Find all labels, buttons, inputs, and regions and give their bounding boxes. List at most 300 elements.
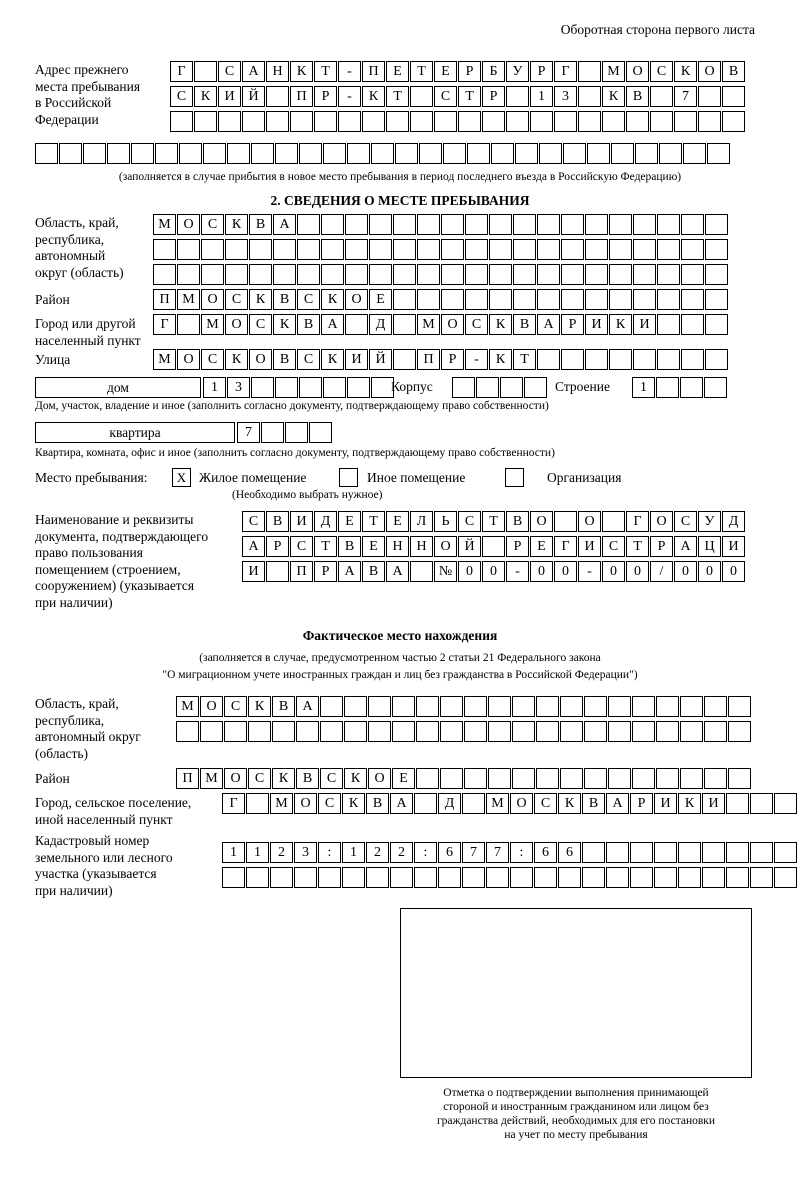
char-cell[interactable]: В (338, 536, 361, 557)
char-cell[interactable]: К (273, 314, 296, 335)
char-cell[interactable]: О (368, 768, 391, 789)
char-cell[interactable]: К (362, 86, 385, 107)
char-cell[interactable]: С (297, 349, 320, 370)
char-cell[interactable] (320, 696, 343, 717)
char-cell[interactable] (465, 289, 488, 310)
char-cell[interactable] (750, 842, 773, 863)
char-cell[interactable]: М (176, 696, 199, 717)
document-row-1[interactable] (242, 511, 746, 532)
char-cell[interactable] (83, 143, 106, 164)
char-cell[interactable]: О (441, 314, 464, 335)
char-cell[interactable] (680, 377, 703, 398)
char-cell[interactable]: В (296, 768, 319, 789)
char-cell[interactable]: Л (410, 511, 433, 532)
char-cell[interactable]: Е (386, 61, 409, 82)
char-cell[interactable]: 6 (438, 842, 461, 863)
char-cell[interactable] (443, 143, 466, 164)
char-cell[interactable]: 1 (203, 377, 226, 398)
char-cell[interactable] (410, 86, 433, 107)
char-cell[interactable] (681, 289, 704, 310)
char-cell[interactable] (554, 111, 577, 132)
char-cell[interactable]: Г (554, 61, 577, 82)
char-cell[interactable]: Т (362, 511, 385, 532)
section2-region-row-3[interactable] (153, 264, 729, 285)
char-cell[interactable]: Р (650, 536, 673, 557)
char-cell[interactable] (705, 289, 728, 310)
char-cell[interactable]: В (266, 511, 289, 532)
char-cell[interactable]: М (486, 793, 509, 814)
char-cell[interactable]: С (225, 289, 248, 310)
char-cell[interactable] (417, 239, 440, 260)
char-cell[interactable] (441, 239, 464, 260)
char-cell[interactable]: В (626, 86, 649, 107)
char-cell[interactable]: 6 (558, 842, 581, 863)
char-cell[interactable] (512, 721, 535, 742)
char-cell[interactable] (681, 264, 704, 285)
char-cell[interactable]: П (417, 349, 440, 370)
char-cell[interactable]: Г (626, 511, 649, 532)
prev-address-row-2[interactable] (170, 86, 746, 107)
char-cell[interactable]: 2 (270, 842, 293, 863)
char-cell[interactable]: И (722, 536, 745, 557)
char-cell[interactable] (609, 214, 632, 235)
char-cell[interactable] (656, 696, 679, 717)
char-cell[interactable] (561, 264, 584, 285)
char-cell[interactable]: Р (561, 314, 584, 335)
char-cell[interactable] (512, 696, 535, 717)
char-cell[interactable]: В (249, 214, 272, 235)
char-cell[interactable] (297, 239, 320, 260)
char-cell[interactable] (561, 289, 584, 310)
char-cell[interactable] (536, 721, 559, 742)
char-cell[interactable] (194, 111, 217, 132)
char-cell[interactable]: С (290, 536, 313, 557)
char-cell[interactable] (344, 696, 367, 717)
char-cell[interactable] (393, 214, 416, 235)
char-cell[interactable]: О (345, 289, 368, 310)
char-cell[interactable]: К (225, 214, 248, 235)
char-cell[interactable] (705, 239, 728, 260)
char-cell[interactable] (347, 143, 370, 164)
char-cell[interactable] (297, 214, 320, 235)
char-cell[interactable] (680, 721, 703, 742)
char-cell[interactable] (698, 111, 721, 132)
char-cell[interactable]: / (650, 561, 673, 582)
char-cell[interactable] (368, 721, 391, 742)
char-cell[interactable] (585, 214, 608, 235)
char-cell[interactable]: 7 (486, 842, 509, 863)
char-cell[interactable]: О (626, 61, 649, 82)
char-cell[interactable]: Р (506, 536, 529, 557)
char-cell[interactable] (369, 264, 392, 285)
char-cell[interactable] (678, 842, 701, 863)
section2-region-row-2[interactable] (153, 239, 729, 260)
char-cell[interactable] (561, 349, 584, 370)
char-cell[interactable]: Г (153, 314, 176, 335)
char-cell[interactable] (464, 768, 487, 789)
char-cell[interactable]: В (272, 696, 295, 717)
char-cell[interactable] (464, 696, 487, 717)
char-cell[interactable] (654, 842, 677, 863)
char-cell[interactable]: - (338, 61, 361, 82)
char-cell[interactable]: Н (266, 61, 289, 82)
char-cell[interactable] (608, 768, 631, 789)
char-cell[interactable]: П (176, 768, 199, 789)
char-cell[interactable] (530, 111, 553, 132)
char-cell[interactable] (659, 143, 682, 164)
char-cell[interactable]: К (194, 86, 217, 107)
char-cell[interactable]: С (674, 511, 697, 532)
char-cell[interactable] (153, 239, 176, 260)
char-cell[interactable] (722, 86, 745, 107)
char-cell[interactable]: Р (314, 86, 337, 107)
char-cell[interactable]: М (153, 349, 176, 370)
char-cell[interactable] (369, 239, 392, 260)
char-cell[interactable] (488, 768, 511, 789)
char-cell[interactable] (681, 214, 704, 235)
char-cell[interactable]: К (272, 768, 295, 789)
char-cell[interactable] (489, 239, 512, 260)
char-cell[interactable] (261, 422, 284, 443)
char-cell[interactable] (441, 214, 464, 235)
char-cell[interactable] (225, 264, 248, 285)
char-cell[interactable]: Р (530, 61, 553, 82)
char-cell[interactable]: С (650, 61, 673, 82)
char-cell[interactable] (560, 696, 583, 717)
section3-region-row-2[interactable] (176, 721, 752, 742)
char-cell[interactable] (582, 842, 605, 863)
char-cell[interactable] (392, 721, 415, 742)
char-cell[interactable] (285, 422, 308, 443)
char-cell[interactable] (774, 793, 797, 814)
char-cell[interactable]: О (530, 511, 553, 532)
char-cell[interactable] (630, 867, 653, 888)
char-cell[interactable] (393, 264, 416, 285)
checkbox-zhiloe[interactable]: X (172, 468, 191, 487)
char-cell[interactable]: К (489, 314, 512, 335)
char-cell[interactable] (674, 111, 697, 132)
char-cell[interactable] (462, 793, 485, 814)
char-cell[interactable]: П (290, 561, 313, 582)
char-cell[interactable] (702, 842, 725, 863)
char-cell[interactable] (273, 239, 296, 260)
char-cell[interactable] (582, 867, 605, 888)
char-cell[interactable]: П (362, 61, 385, 82)
char-cell[interactable] (417, 289, 440, 310)
char-cell[interactable] (635, 143, 658, 164)
char-cell[interactable] (440, 696, 463, 717)
char-cell[interactable]: - (578, 561, 601, 582)
char-cell[interactable]: А (273, 214, 296, 235)
char-cell[interactable]: 0 (722, 561, 745, 582)
char-cell[interactable]: Р (458, 61, 481, 82)
char-cell[interactable]: О (225, 314, 248, 335)
char-cell[interactable]: М (417, 314, 440, 335)
char-cell[interactable] (441, 264, 464, 285)
char-cell[interactable]: К (225, 349, 248, 370)
char-cell[interactable] (482, 536, 505, 557)
char-cell[interactable]: Т (482, 511, 505, 532)
char-cell[interactable] (728, 696, 751, 717)
char-cell[interactable]: К (249, 289, 272, 310)
char-cell[interactable] (656, 377, 679, 398)
char-cell[interactable]: С (602, 536, 625, 557)
char-cell[interactable] (606, 842, 629, 863)
char-cell[interactable] (650, 111, 673, 132)
char-cell[interactable] (266, 561, 289, 582)
char-cell[interactable] (584, 696, 607, 717)
char-cell[interactable] (296, 721, 319, 742)
char-cell[interactable]: О (200, 696, 223, 717)
char-cell[interactable]: № (434, 561, 457, 582)
char-cell[interactable] (290, 111, 313, 132)
cadastre-row-1[interactable] (222, 842, 798, 863)
prev-address-row-1[interactable] (170, 61, 746, 82)
char-cell[interactable] (585, 349, 608, 370)
char-cell[interactable] (177, 314, 200, 335)
char-cell[interactable]: О (578, 511, 601, 532)
char-cell[interactable]: 1 (632, 377, 655, 398)
char-cell[interactable]: 2 (390, 842, 413, 863)
char-cell[interactable]: О (650, 511, 673, 532)
char-cell[interactable]: Р (314, 561, 337, 582)
char-cell[interactable] (320, 721, 343, 742)
char-cell[interactable] (633, 214, 656, 235)
char-cell[interactable]: С (249, 314, 272, 335)
char-cell[interactable]: : (318, 842, 341, 863)
char-cell[interactable] (563, 143, 586, 164)
char-cell[interactable] (434, 111, 457, 132)
char-cell[interactable]: Г (554, 536, 577, 557)
char-cell[interactable]: 0 (626, 561, 649, 582)
char-cell[interactable] (554, 511, 577, 532)
char-cell[interactable] (440, 768, 463, 789)
char-cell[interactable]: С (170, 86, 193, 107)
char-cell[interactable]: Р (441, 349, 464, 370)
char-cell[interactable]: А (674, 536, 697, 557)
char-cell[interactable] (344, 721, 367, 742)
char-cell[interactable]: Д (438, 793, 461, 814)
section2-city-row[interactable] (153, 314, 729, 335)
char-cell[interactable] (59, 143, 82, 164)
char-cell[interactable] (537, 289, 560, 310)
char-cell[interactable]: Д (722, 511, 745, 532)
char-cell[interactable] (390, 867, 413, 888)
char-cell[interactable]: С (224, 696, 247, 717)
char-cell[interactable] (584, 768, 607, 789)
char-cell[interactable] (321, 239, 344, 260)
char-cell[interactable] (537, 349, 560, 370)
char-cell[interactable]: И (218, 86, 241, 107)
char-cell[interactable]: Ц (698, 536, 721, 557)
char-cell[interactable]: 7 (462, 842, 485, 863)
char-cell[interactable]: С (318, 793, 341, 814)
char-cell[interactable]: У (698, 511, 721, 532)
char-cell[interactable] (465, 239, 488, 260)
flat-boxes[interactable] (237, 422, 333, 443)
char-cell[interactable] (657, 239, 680, 260)
char-cell[interactable] (726, 793, 749, 814)
char-cell[interactable] (489, 214, 512, 235)
char-cell[interactable] (657, 314, 680, 335)
char-cell[interactable]: С (458, 511, 481, 532)
cadastre-row-2[interactable] (222, 867, 798, 888)
char-cell[interactable] (362, 111, 385, 132)
char-cell[interactable] (705, 214, 728, 235)
char-cell[interactable]: 0 (554, 561, 577, 582)
char-cell[interactable]: 6 (534, 842, 557, 863)
char-cell[interactable] (299, 377, 322, 398)
char-cell[interactable] (632, 696, 655, 717)
char-cell[interactable] (609, 239, 632, 260)
char-cell[interactable]: И (578, 536, 601, 557)
char-cell[interactable] (177, 239, 200, 260)
char-cell[interactable] (488, 696, 511, 717)
char-cell[interactable] (342, 867, 365, 888)
char-cell[interactable] (750, 793, 773, 814)
char-cell[interactable] (633, 239, 656, 260)
char-cell[interactable] (537, 264, 560, 285)
char-cell[interactable] (704, 721, 727, 742)
house-number-boxes[interactable] (203, 377, 395, 398)
char-cell[interactable] (524, 377, 547, 398)
char-cell[interactable] (410, 561, 433, 582)
char-cell[interactable]: К (248, 696, 271, 717)
char-cell[interactable] (458, 111, 481, 132)
char-cell[interactable] (681, 314, 704, 335)
char-cell[interactable]: С (201, 214, 224, 235)
char-cell[interactable] (386, 111, 409, 132)
char-cell[interactable] (609, 289, 632, 310)
char-cell[interactable] (633, 289, 656, 310)
char-cell[interactable]: 0 (674, 561, 697, 582)
char-cell[interactable]: С (434, 86, 457, 107)
char-cell[interactable]: В (582, 793, 605, 814)
char-cell[interactable]: С (465, 314, 488, 335)
char-cell[interactable] (702, 867, 725, 888)
char-cell[interactable]: К (489, 349, 512, 370)
char-cell[interactable]: О (698, 61, 721, 82)
char-cell[interactable]: К (321, 349, 344, 370)
char-cell[interactable] (416, 696, 439, 717)
char-cell[interactable]: 0 (698, 561, 721, 582)
char-cell[interactable]: Г (170, 61, 193, 82)
char-cell[interactable] (410, 111, 433, 132)
char-cell[interactable] (392, 696, 415, 717)
char-cell[interactable]: Т (626, 536, 649, 557)
char-cell[interactable]: 7 (674, 86, 697, 107)
char-cell[interactable]: 2 (366, 842, 389, 863)
char-cell[interactable]: В (273, 349, 296, 370)
char-cell[interactable]: 3 (294, 842, 317, 863)
char-cell[interactable] (585, 264, 608, 285)
char-cell[interactable]: М (153, 214, 176, 235)
char-cell[interactable] (680, 696, 703, 717)
char-cell[interactable]: С (201, 349, 224, 370)
char-cell[interactable] (491, 143, 514, 164)
char-cell[interactable]: 1 (222, 842, 245, 863)
char-cell[interactable] (656, 721, 679, 742)
char-cell[interactable] (414, 867, 437, 888)
char-cell[interactable] (633, 349, 656, 370)
char-cell[interactable]: М (270, 793, 293, 814)
char-cell[interactable] (537, 214, 560, 235)
char-cell[interactable]: В (297, 314, 320, 335)
char-cell[interactable]: 0 (482, 561, 505, 582)
char-cell[interactable] (345, 214, 368, 235)
char-cell[interactable]: О (177, 214, 200, 235)
char-cell[interactable]: 3 (227, 377, 250, 398)
char-cell[interactable] (513, 214, 536, 235)
char-cell[interactable]: Й (242, 86, 265, 107)
char-cell[interactable] (321, 264, 344, 285)
char-cell[interactable]: Р (266, 536, 289, 557)
char-cell[interactable]: А (390, 793, 413, 814)
char-cell[interactable]: - (506, 561, 529, 582)
char-cell[interactable]: И (585, 314, 608, 335)
char-cell[interactable] (465, 264, 488, 285)
char-cell[interactable] (602, 111, 625, 132)
char-cell[interactable] (227, 143, 250, 164)
char-cell[interactable] (176, 721, 199, 742)
char-cell[interactable] (201, 239, 224, 260)
char-cell[interactable] (177, 264, 200, 285)
char-cell[interactable] (338, 111, 361, 132)
char-cell[interactable]: О (434, 536, 457, 557)
char-cell[interactable]: Т (314, 536, 337, 557)
char-cell[interactable]: К (290, 61, 313, 82)
checkbox-inoe[interactable] (339, 468, 358, 487)
char-cell[interactable] (578, 86, 601, 107)
char-cell[interactable] (704, 377, 727, 398)
char-cell[interactable] (107, 143, 130, 164)
char-cell[interactable] (467, 143, 490, 164)
char-cell[interactable]: К (321, 289, 344, 310)
char-cell[interactable]: О (294, 793, 317, 814)
char-cell[interactable] (395, 143, 418, 164)
char-cell[interactable] (705, 264, 728, 285)
char-cell[interactable]: - (338, 86, 361, 107)
char-cell[interactable]: Н (386, 536, 409, 557)
char-cell[interactable] (246, 793, 269, 814)
char-cell[interactable] (728, 721, 751, 742)
char-cell[interactable] (194, 61, 217, 82)
char-cell[interactable] (774, 842, 797, 863)
char-cell[interactable] (452, 377, 475, 398)
char-cell[interactable]: К (609, 314, 632, 335)
char-cell[interactable]: О (224, 768, 247, 789)
char-cell[interactable]: И (345, 349, 368, 370)
char-cell[interactable]: Е (386, 511, 409, 532)
char-cell[interactable]: К (558, 793, 581, 814)
char-cell[interactable] (275, 377, 298, 398)
char-cell[interactable] (345, 264, 368, 285)
char-cell[interactable] (200, 721, 223, 742)
char-cell[interactable] (657, 289, 680, 310)
char-cell[interactable] (774, 867, 797, 888)
char-cell[interactable]: Р (482, 86, 505, 107)
char-cell[interactable] (345, 314, 368, 335)
char-cell[interactable] (632, 768, 655, 789)
char-cell[interactable]: 0 (458, 561, 481, 582)
char-cell[interactable] (560, 768, 583, 789)
char-cell[interactable]: И (654, 793, 677, 814)
char-cell[interactable] (416, 721, 439, 742)
char-cell[interactable]: О (201, 289, 224, 310)
document-row-3[interactable] (242, 561, 746, 582)
char-cell[interactable] (698, 86, 721, 107)
char-cell[interactable]: И (290, 511, 313, 532)
